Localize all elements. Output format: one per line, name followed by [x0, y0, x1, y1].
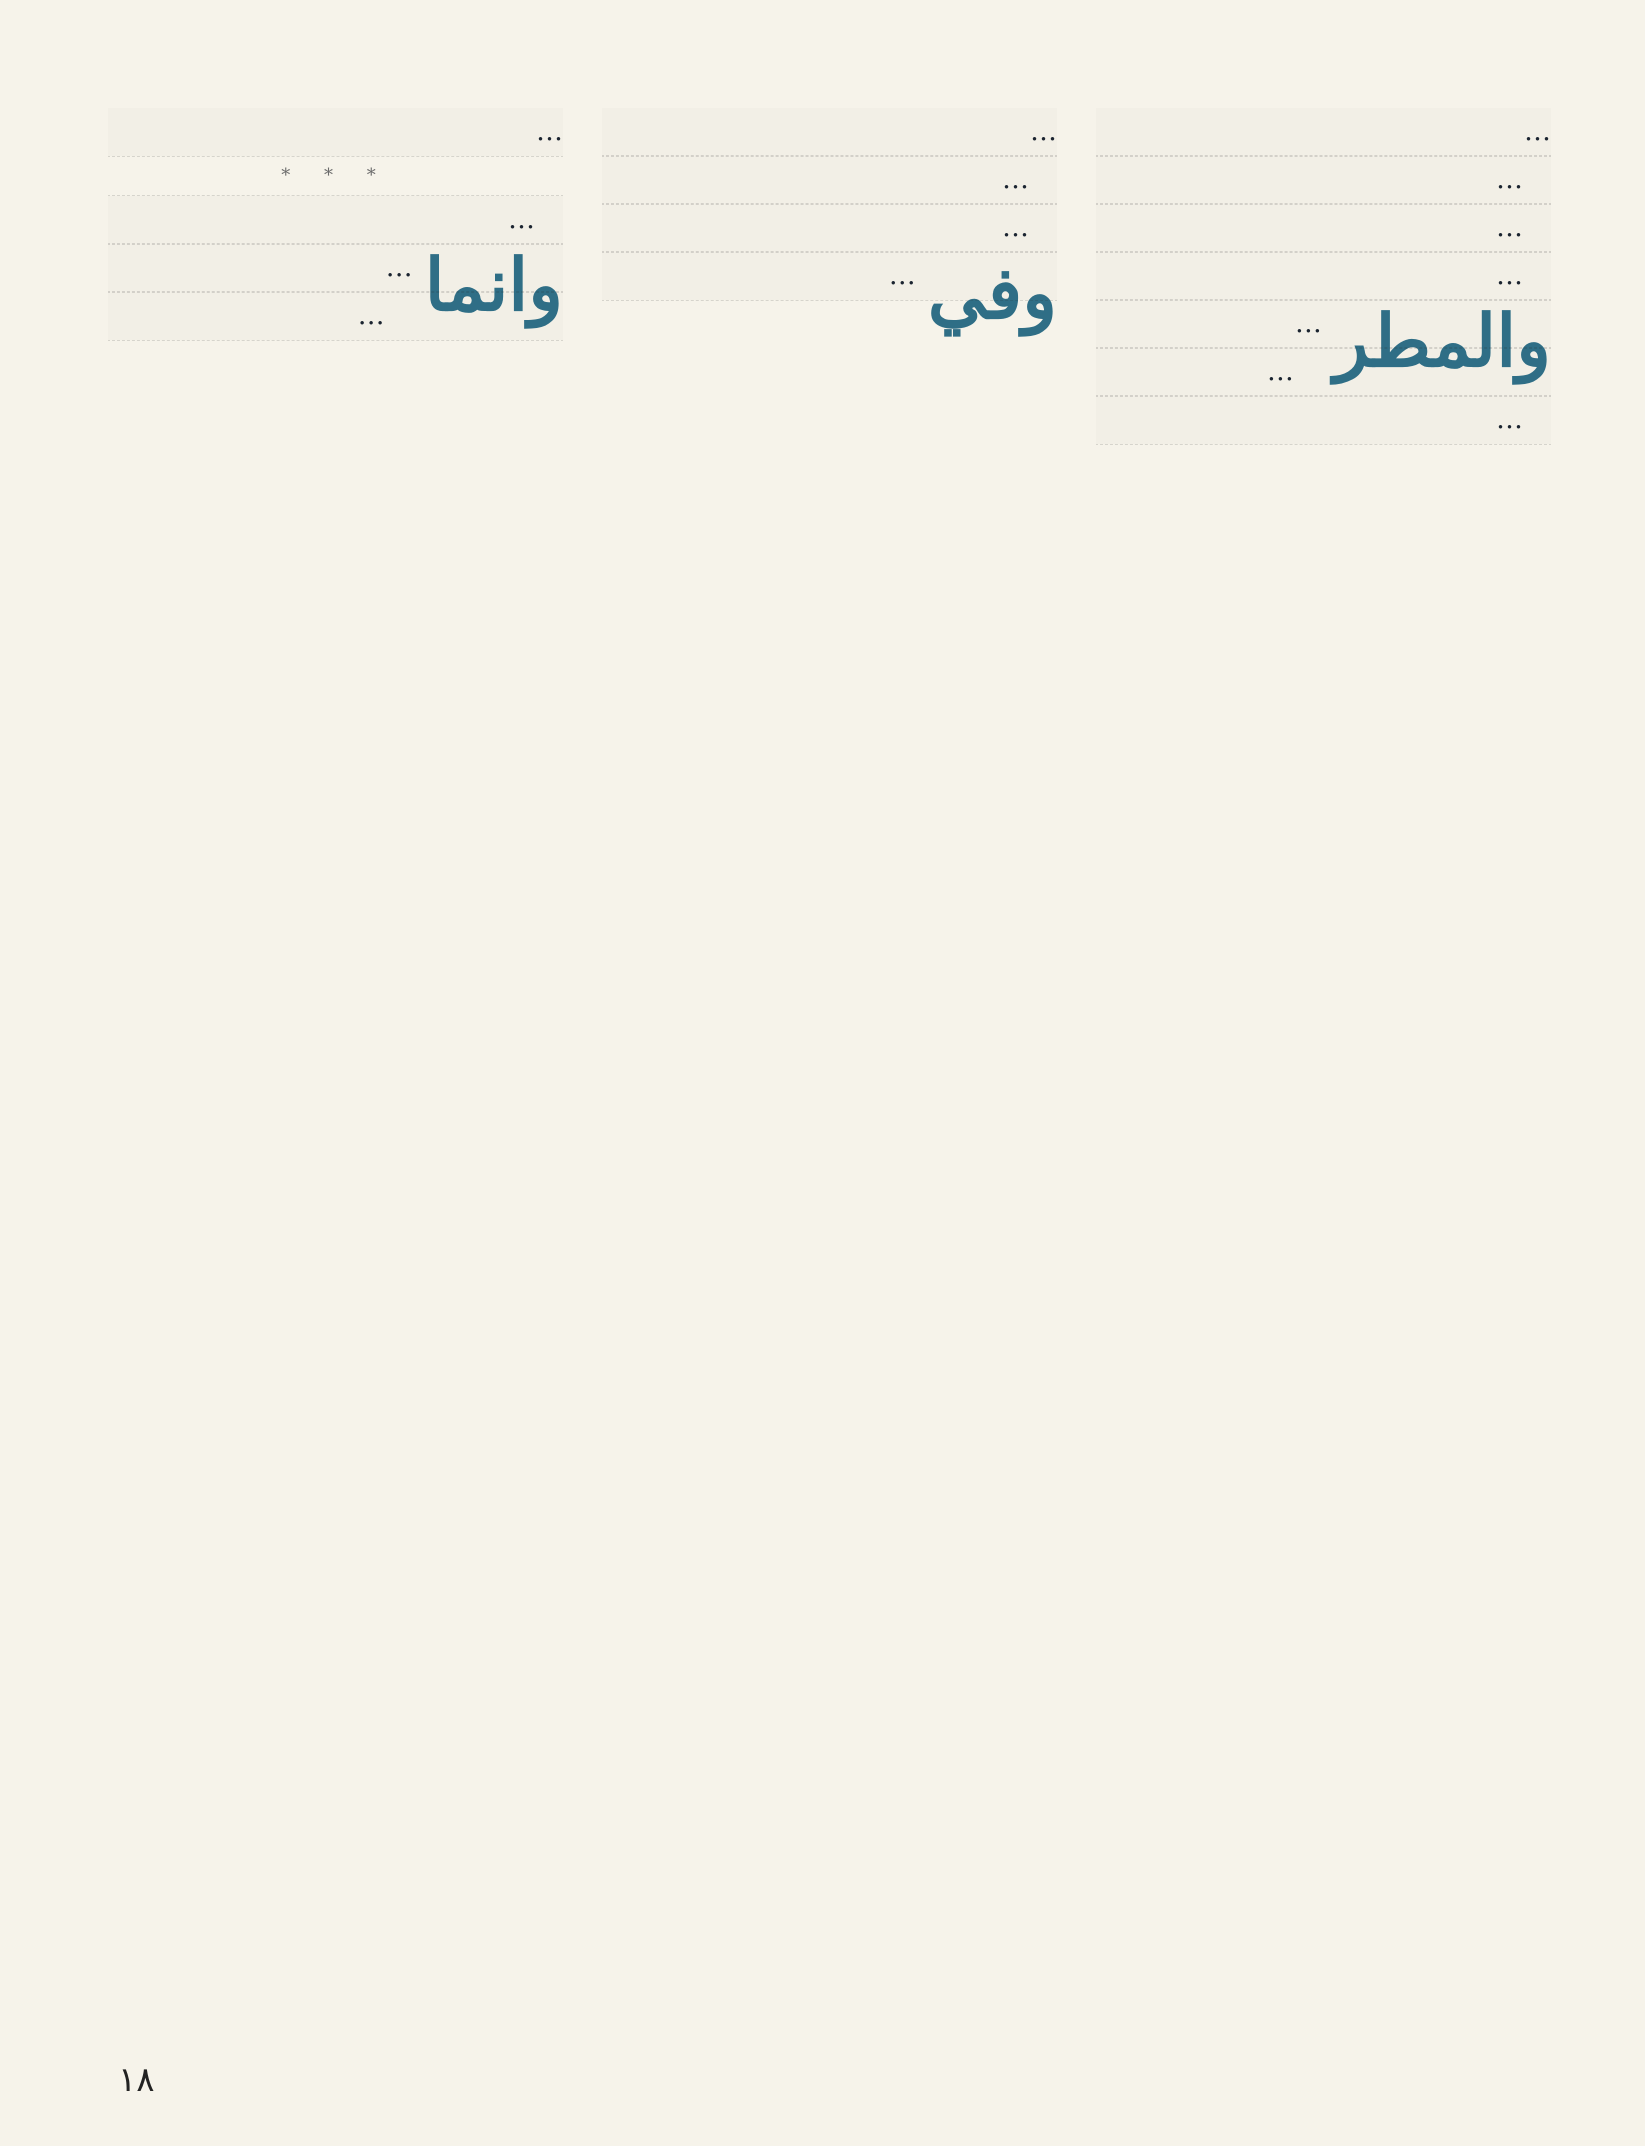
column-left — [108, 108, 563, 2028]
paragraph: … — [108, 108, 563, 156]
paragraph-with-dropcap — [1096, 298, 1551, 383]
paragraph: … — [602, 204, 1057, 252]
dropcap-wa-innama: وانما — [424, 242, 563, 327]
column-middle — [602, 108, 1057, 2028]
dropcap-wa-fi: وفي — [927, 250, 1057, 335]
paragraph: … — [1096, 204, 1551, 252]
paragraph-text: … — [385, 252, 413, 283]
paragraph-text: … — [888, 260, 916, 291]
paragraph: … — [1096, 252, 1551, 300]
paragraph: … — [108, 292, 563, 340]
paragraph: … — [1096, 396, 1551, 444]
paragraph-with-dropcap — [108, 242, 563, 327]
text-columns — [108, 108, 1551, 2028]
dropcap-al-matar: والمطر — [1333, 298, 1551, 383]
paragraph: … — [1096, 348, 1551, 396]
paragraph: … — [602, 108, 1057, 156]
paragraph: … — [1096, 108, 1551, 156]
paragraph: … — [602, 156, 1057, 204]
column-right — [1096, 108, 1551, 2028]
page-number: ١٨ — [118, 2060, 155, 2100]
section-ornament: * * * — [281, 165, 390, 186]
paragraph: … — [108, 196, 563, 244]
paragraph: … — [1096, 156, 1551, 204]
paragraph-with-dropcap — [602, 250, 1057, 335]
paragraph-text: … — [1294, 308, 1322, 339]
